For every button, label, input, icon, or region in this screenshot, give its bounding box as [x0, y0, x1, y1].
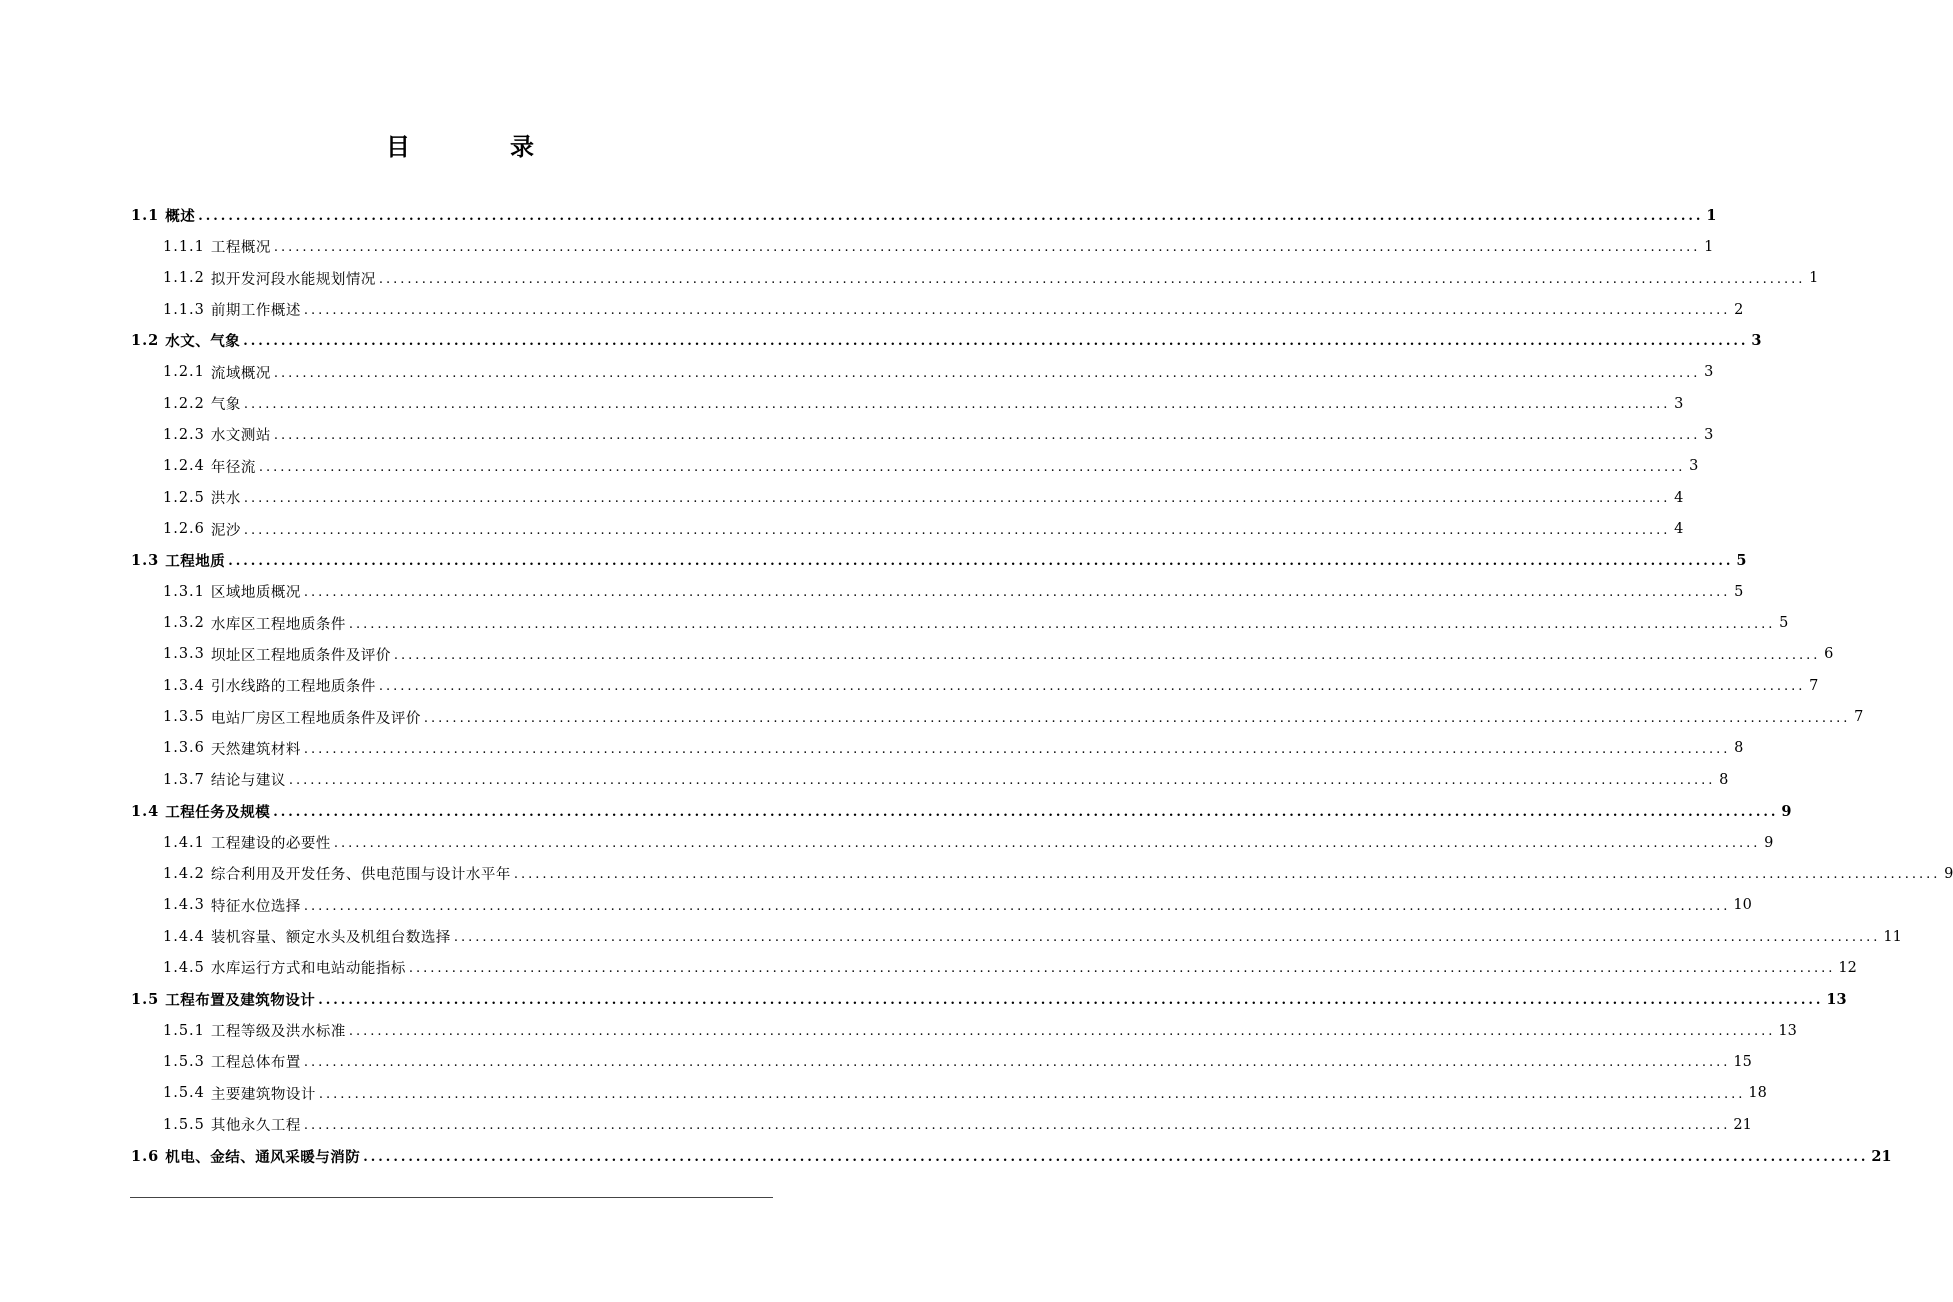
toc-dot-leader: ........................................................................................................................................................................................................	[453, 930, 1881, 946]
toc-entry-label: 天然建筑材料	[210, 741, 301, 758]
toc-dot-leader: ........................................................................................................................................................................................................	[318, 992, 1824, 1008]
toc-entry-number: 1.2	[131, 332, 160, 350]
toc-dot-leader: ........................................................................................................................................................................................................	[303, 1118, 1731, 1134]
toc-dot-leader: ........................................................................................................................................................................................................	[243, 522, 1671, 538]
toc-dot-leader: ........................................................................................................................................................................................................	[273, 804, 1779, 820]
toc-entry-label: 洪水	[210, 491, 241, 508]
toc-entry-label: 年径流	[210, 459, 256, 476]
toc-page-number: 21	[1871, 1147, 1892, 1165]
toc-entry-number: 1.3.7	[163, 771, 205, 788]
toc-page-number: 5	[1779, 615, 1789, 632]
toc-entry-label: 主要建筑物设计	[210, 1086, 316, 1103]
toc-dot-leader: ........................................................................................................................................................................................................	[273, 428, 1701, 444]
toc-dot-leader: ........................................................................................................................................................................................................	[378, 679, 1806, 695]
toc-page-number: 3	[1704, 364, 1714, 381]
toc-entry-number: 1.2.2	[163, 395, 205, 412]
toc-entry-label: 工程总体布置	[210, 1055, 301, 1072]
toc-entry-label: 机电、金结、通风采暖与消防	[165, 1148, 361, 1166]
toc-entry-label: 结论与建议	[210, 773, 286, 790]
toc-section-entry[interactable]	[163, 514, 1684, 545]
toc-section-entry[interactable]	[163, 576, 1744, 607]
toc-entry-number: 1.1.3	[163, 301, 205, 318]
toc-dot-leader: ........................................................................................................................................................................................................	[303, 585, 1731, 601]
toc-page-number: 5	[1734, 583, 1744, 600]
toc-entry-number: 1.5.1	[163, 1022, 205, 1039]
toc-dot-leader: ........................................................................................................................................................................................................	[333, 836, 1761, 851]
toc-page-number: 13	[1778, 1022, 1797, 1039]
toc-dot-leader: ........................................................................................................................................................................................................	[303, 1055, 1731, 1071]
toc-entry-label: 特征水位选择	[210, 898, 301, 915]
toc-entry-number: 1.3.5	[163, 709, 205, 726]
toc-section-entry[interactable]	[163, 639, 1834, 670]
toc-page-number: 9	[1764, 834, 1774, 851]
toc-entry-label: 工程建设的必要性	[210, 836, 331, 852]
toc-page-number: 1	[1706, 207, 1717, 224]
toc-section-entry[interactable]	[163, 952, 1857, 983]
toc-entry-label: 工程任务及规模	[165, 803, 271, 821]
toc-section-entry[interactable]	[163, 827, 1774, 858]
toc-dot-leader: ........................................................................................................................................................................................................	[273, 240, 1701, 256]
toc-section-entry[interactable]	[163, 702, 1864, 733]
toc-entry-number: 1.2.4	[163, 458, 205, 475]
toc-page-number: 3	[1704, 426, 1714, 443]
toc-entry-label: 工程地质	[165, 552, 226, 570]
toc-section-entry[interactable]	[163, 921, 1902, 952]
toc-entry-number: 1.3.3	[163, 646, 205, 663]
toc-page-number: 12	[1838, 959, 1857, 976]
toc-page-number: 1	[1809, 270, 1819, 287]
toc-entry-label: 工程等级及洪水标准	[210, 1024, 346, 1041]
toc-entry-label: 综合利用及开发任务、供电范围与设计水平年	[210, 867, 511, 884]
toc-entry-label: 坝址区工程地质条件及评价	[210, 647, 391, 664]
toc-page-number: 18	[1748, 1085, 1767, 1102]
toc-entry-label: 水库区工程地质条件	[210, 616, 346, 633]
toc-entry-label: 电站厂房区工程地质条件及评价	[210, 710, 421, 727]
toc-dot-leader: ........................................................................................................................................................................................................	[198, 209, 1704, 224]
toc-page-number: 4	[1674, 521, 1684, 537]
toc-dot-leader: ........................................................................................................................................................................................................	[243, 491, 1671, 507]
toc-entry-label: 水库运行方式和电站动能指标	[210, 961, 406, 978]
toc-page-number: 2	[1734, 301, 1744, 318]
toc-chapter-entry[interactable]	[131, 796, 1792, 827]
toc-entry-number: 1.5.5	[163, 1116, 205, 1133]
toc-section-entry[interactable]	[163, 1046, 1752, 1077]
toc-section-entry[interactable]	[163, 231, 1714, 262]
toc-entry-label: 拟开发河段水能规划情况	[210, 271, 376, 288]
toc-entry-number: 1.5	[131, 990, 160, 1008]
toc-entry-label: 工程布置及建筑物设计	[165, 991, 316, 1009]
toc-entry-number: 1.4.1	[163, 834, 205, 851]
toc-entry-number: 1.3.2	[163, 615, 205, 632]
toc-entry-number: 1.2.1	[163, 364, 205, 381]
toc-entry-label: 水文测站	[210, 428, 271, 445]
toc-entry-number: 1.6	[131, 1147, 160, 1165]
toc-chapter-entry[interactable]	[131, 545, 1747, 576]
toc-entry-number: 1.3.1	[163, 583, 205, 600]
toc-page-number: 7	[1809, 677, 1819, 694]
toc-entry-label: 其他永久工程	[210, 1118, 301, 1135]
toc-page-number: 3	[1751, 332, 1762, 350]
toc-dot-leader: ........................................................................................................................................................................................................	[258, 459, 1686, 475]
toc-dot-leader: ........................................................................................................................................................................................................	[243, 397, 1671, 413]
toc-page-number: 6	[1824, 646, 1834, 663]
toc-section-entry[interactable]	[163, 451, 1699, 482]
toc-page-number: 3	[1674, 395, 1684, 412]
toc-dot-leader: ........................................................................................................................................................................................................	[303, 303, 1731, 319]
toc-dot-leader: ........................................................................................................................................................................................................	[378, 271, 1806, 287]
toc-section-entry[interactable]	[163, 890, 1752, 921]
toc-section-entry[interactable]	[163, 357, 1714, 388]
toc-entry-label: 气象	[210, 397, 241, 414]
toc-section-entry[interactable]	[163, 388, 1684, 419]
toc-page-number: 15	[1733, 1053, 1752, 1070]
toc-entry-label: 水文、气象	[165, 333, 241, 351]
toc-dot-leader: ........................................................................................................................................................................................................	[303, 898, 1731, 914]
toc-dot-leader: ........................................................................................................................................................................................................	[408, 961, 1836, 977]
toc-section-entry[interactable]	[163, 858, 1953, 889]
toc-entry-label: 概述	[165, 208, 196, 225]
toc-entry-label: 区域地质概况	[210, 585, 301, 602]
toc-dot-leader: ........................................................................................................................................................................................................	[393, 647, 1821, 663]
toc-section-entry[interactable]	[163, 608, 1789, 639]
toc-section-entry[interactable]	[163, 482, 1684, 513]
toc-dot-leader: ........................................................................................................................................................................................................	[228, 553, 1734, 569]
toc-section-entry[interactable]	[163, 1078, 1767, 1109]
toc-entry-number: 1.1.2	[163, 270, 205, 287]
toc-section-entry[interactable]	[163, 263, 1819, 294]
toc-page-number: 7	[1854, 709, 1864, 726]
toc-dot-leader: ........................................................................................................................................................................................................	[243, 334, 1749, 350]
toc-entry-number: 1.1	[131, 207, 160, 224]
toc-entry-number: 1.2.5	[163, 489, 205, 506]
toc-dot-leader: ........................................................................................................................................................................................................	[273, 365, 1701, 381]
toc-dot-leader: ........................................................................................................................................................................................................	[348, 1024, 1776, 1040]
toc-page-number: 5	[1736, 551, 1747, 569]
toc-entry-label: 流域概况	[210, 365, 271, 382]
toc-page-number: 10	[1733, 897, 1752, 914]
toc-section-entry[interactable]	[163, 764, 1729, 795]
toc-dot-leader: ........................................................................................................................................................................................................	[363, 1149, 1869, 1165]
toc-section-entry[interactable]	[163, 1109, 1752, 1140]
toc-chapter-entry[interactable]	[131, 325, 1762, 356]
footer-rule	[130, 1197, 773, 1198]
toc-entry-number: 1.5.4	[163, 1085, 205, 1102]
toc-page-number: 3	[1689, 458, 1699, 475]
toc-page-number: 9	[1781, 802, 1792, 820]
toc-entry-number: 1.4.5	[163, 959, 205, 976]
toc-entry-number: 1.3	[131, 551, 160, 569]
toc-chapter-entry[interactable]	[131, 200, 1717, 231]
toc-entry-label: 泥沙	[210, 522, 241, 539]
toc-section-entry[interactable]	[163, 733, 1744, 764]
toc-entry-number: 1.4.4	[163, 928, 205, 945]
toc-section-entry[interactable]	[163, 1015, 1797, 1046]
toc-page-number: 9	[1944, 865, 1953, 882]
toc-entry-number: 1.4.3	[163, 897, 205, 914]
toc-page-number: 13	[1826, 990, 1847, 1008]
toc-entry-number: 1.1.1	[163, 238, 205, 255]
toc-page-number: 1	[1704, 238, 1714, 255]
toc-entry-number: 1.3.4	[163, 677, 205, 694]
toc-entry-label: 工程概况	[210, 240, 271, 257]
toc-page-number: 21	[1733, 1116, 1752, 1133]
toc-page-number: 8	[1719, 771, 1729, 788]
toc-entry-label: 装机容量、额定水头及机组台数选择	[210, 930, 451, 947]
toc-dot-leader: ........................................................................................................................................................................................................	[288, 773, 1716, 789]
toc-entry-number: 1.3.6	[163, 740, 205, 757]
toc-page-number: 4	[1674, 489, 1684, 506]
toc-section-entry[interactable]	[163, 419, 1714, 450]
toc-page-number: 8	[1734, 740, 1744, 757]
toc-entry-label: 引水线路的工程地质条件	[210, 679, 376, 696]
toc-section-entry[interactable]	[163, 294, 1744, 325]
toc-entry-number: 1.5.3	[163, 1053, 205, 1070]
toc-entry-number: 1.4	[131, 802, 160, 820]
toc-dot-leader: ........................................................................................................................................................................................................	[513, 867, 1941, 883]
toc-dot-leader: ........................................................................................................................................................................................................	[303, 741, 1731, 757]
toc-entry-label: 前期工作概述	[210, 303, 301, 320]
toc-page-number: 11	[1883, 928, 1902, 945]
toc-chapter-entry[interactable]	[131, 1141, 1892, 1172]
toc-entry-number: 1.4.2	[163, 865, 205, 882]
toc-dot-leader: ........................................................................................................................................................................................................	[423, 710, 1851, 726]
toc-entry-number: 1.2.3	[163, 426, 205, 443]
toc-dot-leader: ........................................................................................................................................................................................................	[318, 1086, 1746, 1102]
toc-section-entry[interactable]	[163, 670, 1819, 701]
page-title: 目 录	[386, 132, 572, 161]
toc-dot-leader: ........................................................................................................................................................................................................	[348, 616, 1776, 632]
toc-chapter-entry[interactable]	[131, 984, 1847, 1015]
toc-entry-number: 1.2.6	[163, 521, 205, 537]
